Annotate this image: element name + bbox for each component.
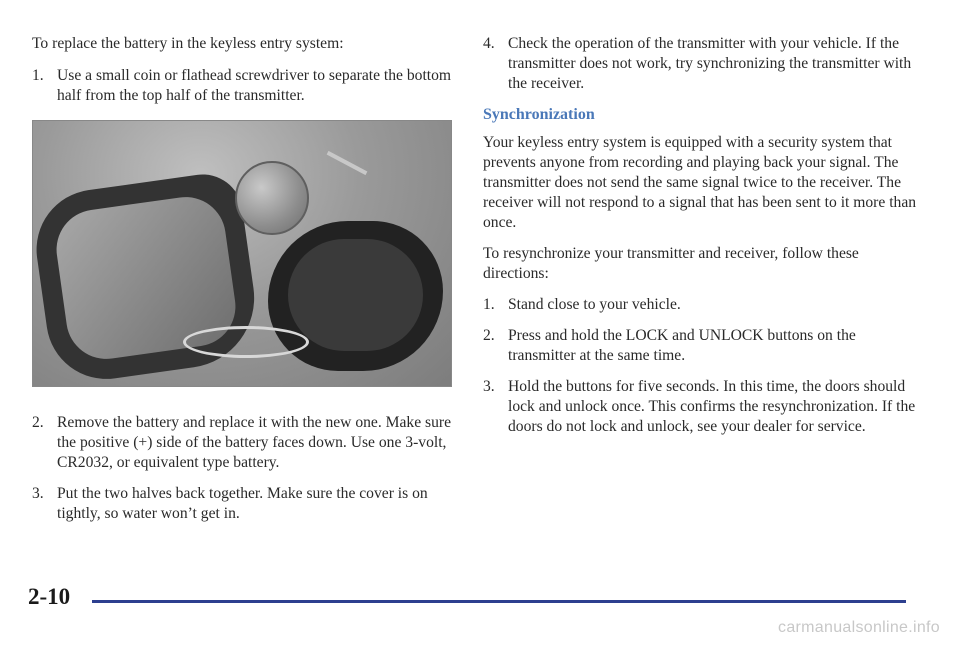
list-item — [483, 34, 923, 94]
step-number: 2. — [32, 414, 44, 431]
step-text: Use a small coin or flathead screwdriver to separate the bottom half from the top half of the transmitter. — [57, 67, 452, 104]
step-number: 4. — [483, 35, 495, 52]
step-text: Hold the buttons for five seconds. In this time, the doors should lock and unlock once. This confirms the resynchronization. If the doors do not lock and unlock, see your dealer for service. — [508, 378, 916, 435]
paragraph: To resynchronize your transmitter and receiver, follow these directions: — [483, 245, 859, 282]
step-number: 3. — [32, 485, 44, 502]
footer-rule — [92, 600, 906, 603]
step-number: 3. — [483, 378, 495, 395]
paragraph: Your keyless entry system is equipped with a security system that prevents anyone from recording and playing back your signal. The transmitter does not send the same signal twice to the receiver. The receiver will not respond to a signal that has been sent to it more than once. — [483, 134, 917, 231]
page-number: 2-10 — [28, 584, 71, 609]
list-item — [483, 326, 923, 366]
step-text: Put the two halves back together. Make sure the cover is on tightly, so water won’t get in. — [57, 485, 428, 522]
list-item — [483, 295, 923, 315]
watermark-link[interactable]: carmanualsonline.info — [778, 619, 940, 636]
left-column — [32, 34, 452, 535]
screw — [327, 151, 368, 175]
list-item — [32, 66, 452, 106]
step-text: Check the operation of the transmitter with your vehicle. If the transmitter does not work, try synchronizing the transmitter with the receiver. — [508, 35, 912, 92]
list-item — [483, 377, 923, 437]
step-number: 1. — [32, 67, 44, 84]
step-number: 1. — [483, 296, 495, 313]
battery-coin — [235, 161, 309, 235]
step-text: Remove the battery and replace it with the new one. Make sure the positive (+) side of the battery faces down. Use one 3-volt, CR2032, or equivalent type battery. — [57, 414, 452, 471]
step-number: 2. — [483, 327, 495, 344]
right-column — [483, 34, 923, 448]
key-ring — [183, 326, 309, 358]
step-text: Stand close to your vehicle. — [508, 296, 681, 313]
list-item — [32, 484, 452, 524]
transmitter-photo — [32, 120, 452, 387]
list-item — [32, 413, 452, 473]
section-heading: Synchronization — [483, 106, 595, 123]
step-text: Press and hold the LOCK and UNLOCK buttons on the transmitter at the same time. — [508, 327, 856, 364]
intro-text: To replace the battery in the keyless entry system: — [32, 35, 344, 52]
